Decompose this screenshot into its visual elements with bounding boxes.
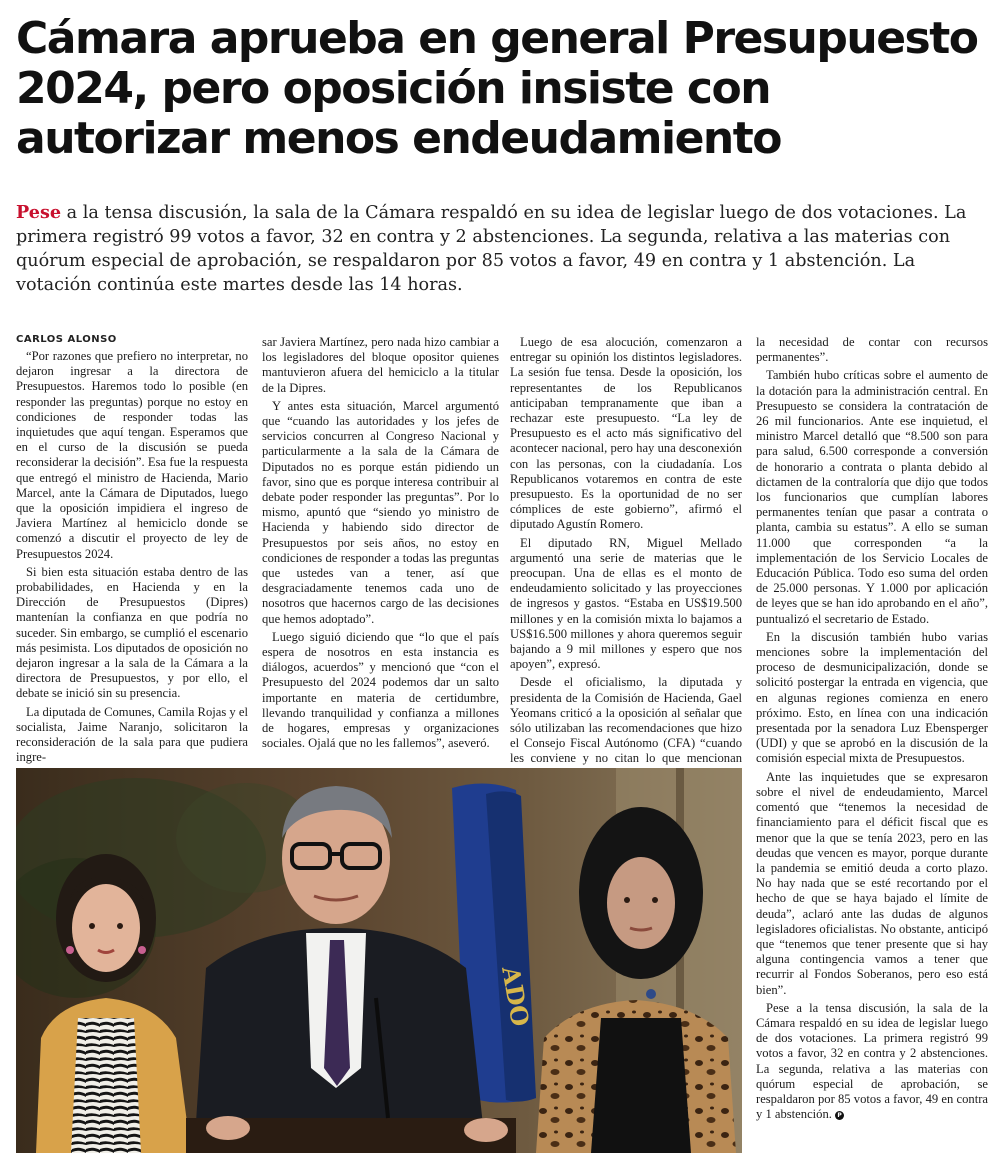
lead-kicker: Pese: [16, 202, 62, 223]
paragraph-text: Pese a la tensa discusión, la sala de la Cámara respaldó en su idea de legislar luego de dos votaciones. La primera registró 99 votos a favor, 32 en contra y 2 abstenciones. La segunda, relativa a las materias con quórum especial de aprobación, se respaldaron por 85 votos a favor, 49 en contra y 1 abstención.: [756, 1000, 988, 1122]
column-3: [510, 335, 742, 785]
paragraph: También hubo críticas sobre el aumento de la dotación para la administración central. En Presupuesto se considera la contratación de 26 mil funcionarios. Ante ese inquietud, el ministro Marcel detalló que “8.500 son para para salud, 6.500 corresponde a conversión de honorario a contrata o planta debido al dictamen de la contraloría que dijo que todos los funcionarios que cumplían labores permanentes tenían que pasar a contrata o planta, cambia su estatus”. A ello se suman 11.000 que corresponden “a la implementación de los Servicio Locales de Educación Pública. Todo eso suma del orden de 25.000 personas. Y 1.000 por aplicación de leyes que se han ido aprobando en el año”, puntualizó el secretario de Estado.: [756, 368, 988, 626]
flag-text: ADO: [496, 964, 536, 1029]
lead-text: a la tensa discusión, la sala de la Cámara respaldó en su idea de legislar luego de dos votaciones. La primera registró 99 votos a favor, 32 en contra y 2 abstenciones. La segunda, relativa a las materias con quórum especial de aprobación, se respaldaron por 85 votos a favor, 49 en contra y 1 abstención. La votación continúa este martes desde las 14 horas.: [16, 203, 967, 295]
paragraph: la necesidad de contar con recursos permanentes”.: [756, 335, 988, 365]
paragraph: Luego siguió diciendo que “lo que el país espera de nosotros en esta instancia es diálogos, acuerdos” y mencionó que “con el Presupuesto del 2024 podemos dar un salto importante en materia de certidumbre, llevando tranquilidad y confianza a millones de hogares, empresas y organizaciones sociales. Ojalá que no les fallemos”, aseveró.: [262, 629, 499, 751]
paragraph: Si bien esta situación estaba dentro de las probabilidades, en Hacienda y en la Dirección de Presupuestos (Dipres) mantenían la confianza en que podría no suceder. Sin embargo, se cumplió el escenario más pesimista. Los diputados de oposición no dejaron ingresar a la sala de la Cámara a la directora de Presupuestos, y por ello, el debate se inició sin su presencia.: [16, 564, 248, 701]
column-4: [756, 335, 988, 1125]
paragraph: Y antes esta situación, Marcel argumentó que “cuando las autoridades y los jefes de servicios concurren al Congreso Nacional y particularmente a la sala de la Cámara de Diputados no es porque están pidiendo un favor, sino que es porque interesa contribuir al debate poder responder las preguntas”. Por lo mismo, apuntó que “siendo yo ministro de Hacienda y habiendo sido director de Presupuestos por seis años, no estoy en condiciones de responder a todas las preguntas que ustedes van a tener, así que desgraciadamente tenemos cada uno de nosotros que hacernos cargo de las decisiones que hemos adoptado”.: [262, 398, 499, 626]
paragraph: Desde el oficialismo, la diputada y presidenta de la Comisión de Hacienda, Gael Yeomans criticó a la oposición al señalar que sólo utilizaban las recomendaciones que hizo el Consejo Fiscal Autónomo (CFA) “cuando les conviene y no citan lo que mencionan: [510, 675, 742, 766]
paragraph: En la discusión también hubo varias menciones sobre la implementación del proceso de desmunicipalización, donde se solicitó postergar la entrada en vigencia, que en algunas regiones comienza en enero próximo. Esto, en línea con una indicación presentada por la senadora Luz Ebensperger (UDI) y que se aprobó en la discusión de la comisión especial mixta de Presupuestos.: [756, 629, 988, 766]
photo-illustration: [16, 768, 742, 1153]
end-mark-icon: P: [835, 1111, 844, 1120]
byline: CARLOS ALONSO: [16, 334, 117, 345]
column-1: [16, 349, 248, 768]
news-photo: [16, 768, 742, 1153]
paragraph: Ante las inquietudes que se expresaron sobre el nivel de endeudamiento, Marcel comentó que “tenemos la necesidad de financiamiento para el déficit fiscal que es menor que la que se tenía 2023, pero en las deudas que vencen es mayor, porque durante la pandemia se emitió deuda a corto plazo. No hay nada que se esté recortando por el hecho de que se haya bajado el límite de deuda”, aclaró ante las dudas de algunos legisladores oficialistas. No obstante, anticipó que “tenemos que tener presente que si hay alguna contingencia vamos a tener que recurrir al Fondos Soberanos, pero eso está bien”.: [756, 769, 988, 997]
paragraph: Luego de esa alocución, comenzaron a entregar su opinión los distintos legisladores. La sesión fue tensa. Desde la oposición, los representantes de los Republicanos anticipaban tempranamente que iban a rechazar este presupuesto. “La ley de Presupuesto es el acto más significativo del acontecer nacional, pero hay una desconexión con las personas, con la ciudadanía. Los Republicanos votaremos en contra de este presupuesto. Es la oportunidad de no ser cómplices de este gobierno”, afirmó el diputado Agustín Romero.: [510, 335, 742, 532]
paragraph: La diputada de Comunes, Camila Rojas y el socialista, Jaime Naranjo, solicitaron la reconsideración de la sala para que pudiera ingre-: [16, 704, 248, 765]
headline: Cámara aprueba en general Presupuesto 2024, pero oposición insiste con autorizar menos endeudamiento: [16, 13, 978, 164]
paragraph: “Por razones que prefiero no interpretar, no dejaron ingresar a la directora de Presupuestos. Haremos todo lo posible (en responder las preguntas) porque no estoy en condiciones de responder todas las inquietudes que aquí tengan. Esperamos que en el curso de la discusión se pueda reconsiderar la decisión”. Esa fue la respuesta que entregó el ministro de Hacienda, Mario Marcel, ante la Cámara de Diputados, luego que la oposición impidiera el ingreso de Javiera Martínez al hemiciclo donde se comenzó a discutir el proyecto de ley de Presupuestos 2024.: [16, 349, 248, 561]
paragraph: [756, 1001, 988, 1123]
lead-paragraph: [16, 201, 982, 297]
column-2: [262, 335, 499, 754]
paragraph: sar Javiera Martínez, pero nada hizo cambiar a los legisladores del bloque opositor quienes mantuvieron afuera del hemiciclo a la titular de la Dipres.: [262, 335, 499, 395]
paragraph: El diputado RN, Miguel Mellado argumentó una serie de materias que le preocupan. Una de ellas es el monto de endeudamiento solicitado y las proyecciones de ingresos y gastos. “Estaba en US$19.500 millones y en la comisión mixta lo bajamos a US$16.500 millones y ahora queremos seguir bajando a 9 mil millones y espero que nos apoyen”, expresó.: [510, 535, 742, 672]
